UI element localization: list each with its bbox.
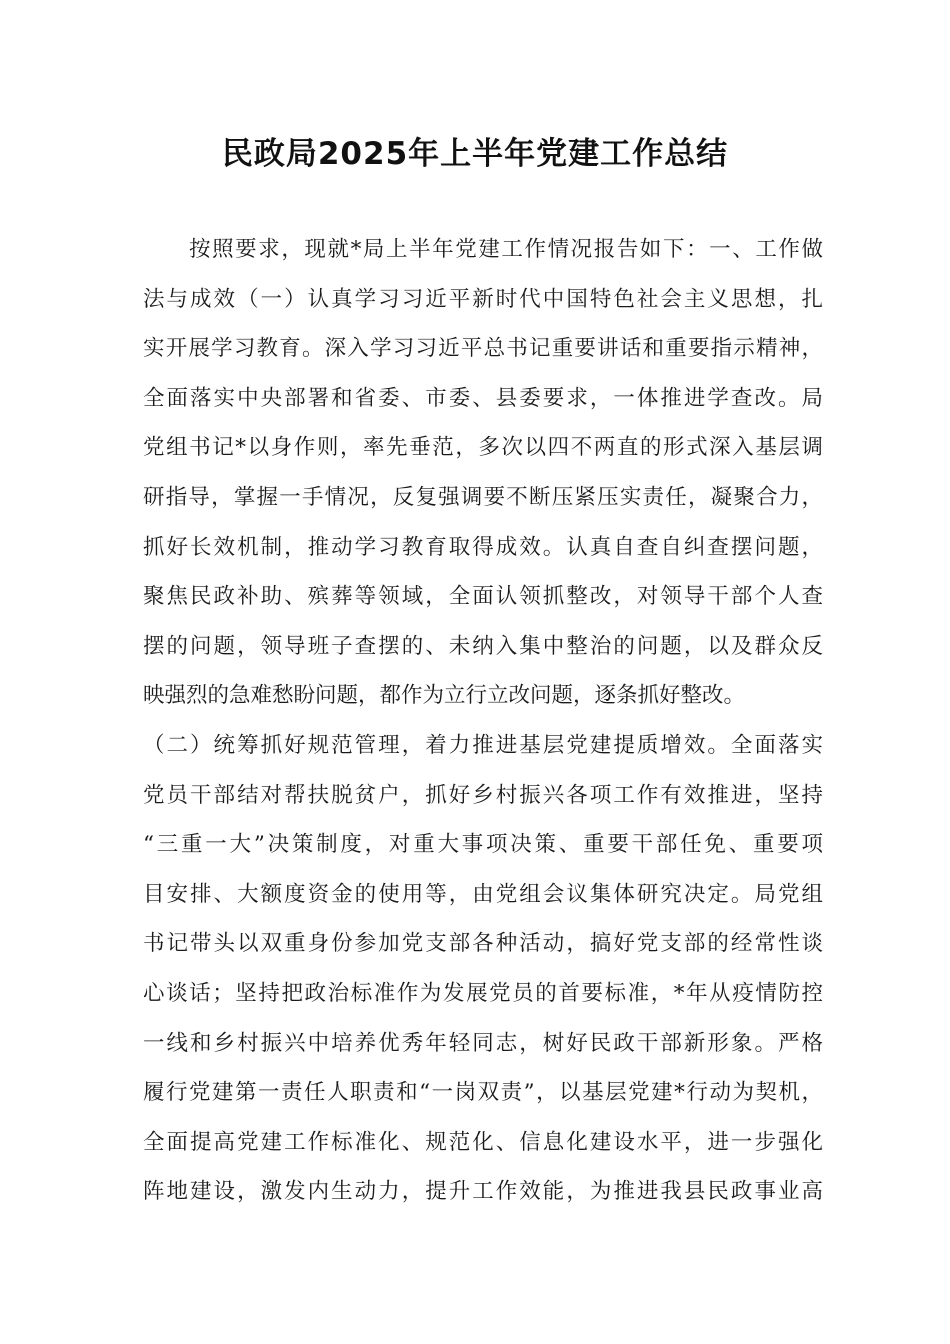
document-body [143, 225, 823, 1217]
body-line: 摆的问题，领导班子查摆的、未纳入集中整治的问题，以及群众反 [143, 633, 823, 659]
body-line: 阵地建设，激发内生动力，提升工作效能，为推进我县民政事业高 [143, 1179, 823, 1205]
body-line: 心谈话；坚持把政治标准作为发展党员的首要标准，*年从疫情防控 [143, 980, 823, 1006]
body-line: 书记带头以双重身份参加党支部各种活动，搞好党支部的经常性谈 [143, 931, 823, 957]
body-line: 全面提高党建工作标准化、规范化、信息化建设水平，进一步强化 [143, 1129, 823, 1155]
body-line: 全面落实中央部署和省委、市委、县委要求，一体推进学查改。局 [143, 385, 823, 411]
body-line: 党员干部结对帮扶脱贫户，抓好乡村振兴各项工作有效推进，坚持 [143, 782, 823, 808]
body-line: 研指导，掌握一手情况，反复强调要不断压紧压实责任，凝聚合力， [143, 484, 823, 510]
body-line: 映强烈的急难愁盼问题，都作为立行立改问题，逐条抓好整改。 [143, 683, 746, 709]
body-line: （二）统筹抓好规范管理，着力推进基层党建提质增效。全面落实 [143, 732, 823, 758]
body-line: “三重一大”决策制度，对重大事项决策、重要干部任免、重要项 [143, 832, 823, 858]
body-line: 履行党建第一责任人职责和“一岗双责”，以基层党建*行动为契机， [143, 1080, 823, 1106]
body-line: 抓好长效机制，推动学习教育取得成效。认真自查自纠查摆问题， [143, 534, 823, 560]
body-line: 目安排、大额度资金的使用等，由党组会议集体研究决定。局党组 [143, 881, 823, 907]
document-title: 民政局2025年上半年党建工作总结 [221, 136, 729, 172]
body-line: 法与成效（一）认真学习习近平新时代中国特色社会主义思想，扎 [143, 286, 823, 312]
body-line: 实开展学习教育。深入学习习近平总书记重要讲话和重要指示精神， [143, 336, 823, 362]
body-line: 党组书记*以身作则，率先垂范，多次以四不两直的形式深入基层调 [143, 435, 823, 461]
body-line: 一线和乡村振兴中培养优秀年轻同志，树好民政干部新形象。严格 [143, 1030, 823, 1056]
body-line: 聚焦民政补助、殡葬等领域，全面认领抓整改，对领导干部个人查 [143, 584, 823, 610]
body-line: 按照要求，现就*局上半年党建工作情况报告如下：一、工作做 [189, 237, 823, 262]
